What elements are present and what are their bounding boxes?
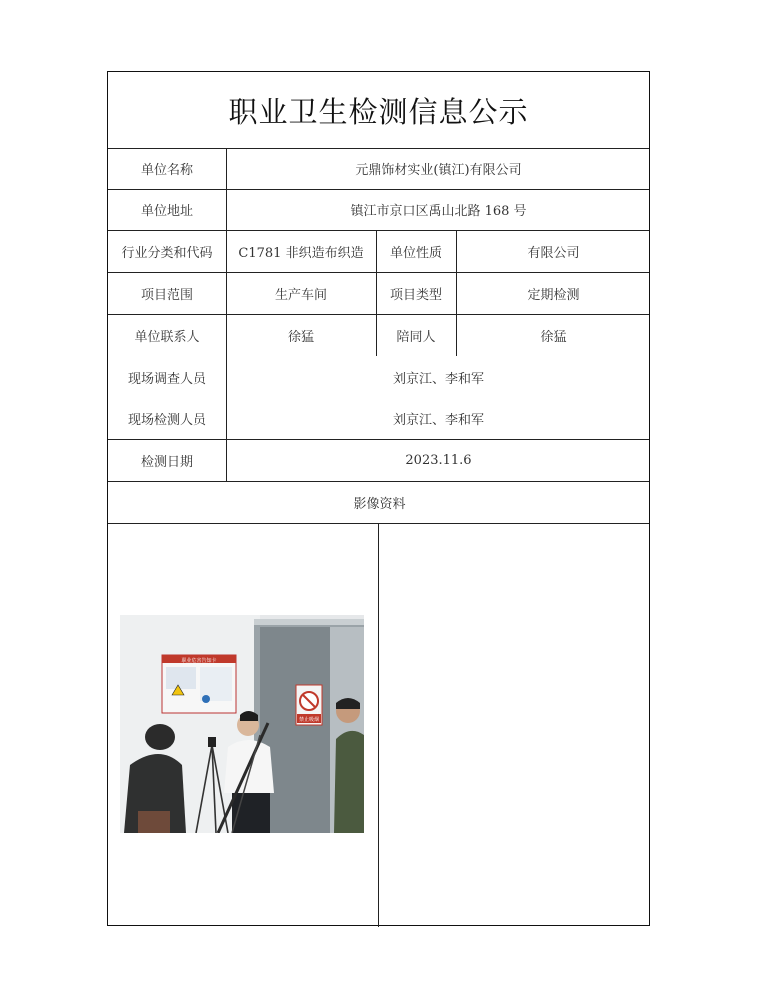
type-label: 项目类型 <box>389 287 442 303</box>
date-value: 2023.11.6 <box>405 452 472 468</box>
test-staff-value: 刘京江、李和军 <box>392 413 484 428</box>
site-photo <box>120 615 364 833</box>
escort-label: 陪同人 <box>396 329 436 345</box>
site-photo-illustration <box>120 615 364 833</box>
survey-staff-value: 刘京江、李和军 <box>392 371 484 387</box>
escort-value: 徐猛 <box>540 329 567 345</box>
industry-label: 行业分类和代码 <box>121 245 213 261</box>
no-smoking-text: 禁止吸烟 <box>298 717 320 723</box>
column-divider <box>378 523 379 927</box>
date-label: 检测日期 <box>140 454 193 470</box>
notice-sign-text: 职业危害告知卡 <box>181 658 217 664</box>
unit-name-value: 元鼎饰材实业(镇江)有限公司 <box>355 163 522 178</box>
scope-value: 生产车间 <box>274 287 327 303</box>
page-title: 职业卫生检测信息公示 <box>228 94 529 129</box>
contact-value: 徐猛 <box>287 329 314 345</box>
test-staff-label: 现场检测人员 <box>127 413 206 428</box>
nature-value: 有限公司 <box>527 245 580 261</box>
contact-label: 单位联系人 <box>134 329 200 345</box>
survey-staff-label: 现场调查人员 <box>127 371 206 387</box>
scope-label: 项目范围 <box>140 287 193 303</box>
images-heading: 影像资料 <box>353 496 406 512</box>
nature-label: 单位性质 <box>389 245 442 261</box>
address-label: 单位地址 <box>140 204 193 219</box>
unit-name-label: 单位名称 <box>140 163 193 178</box>
address-value: 镇江市京口区禹山北路 168 号 <box>350 204 527 219</box>
industry-value: C1781 非织造布织造 <box>238 245 364 261</box>
disclosure-form <box>107 71 650 926</box>
type-value: 定期检测 <box>527 287 580 303</box>
